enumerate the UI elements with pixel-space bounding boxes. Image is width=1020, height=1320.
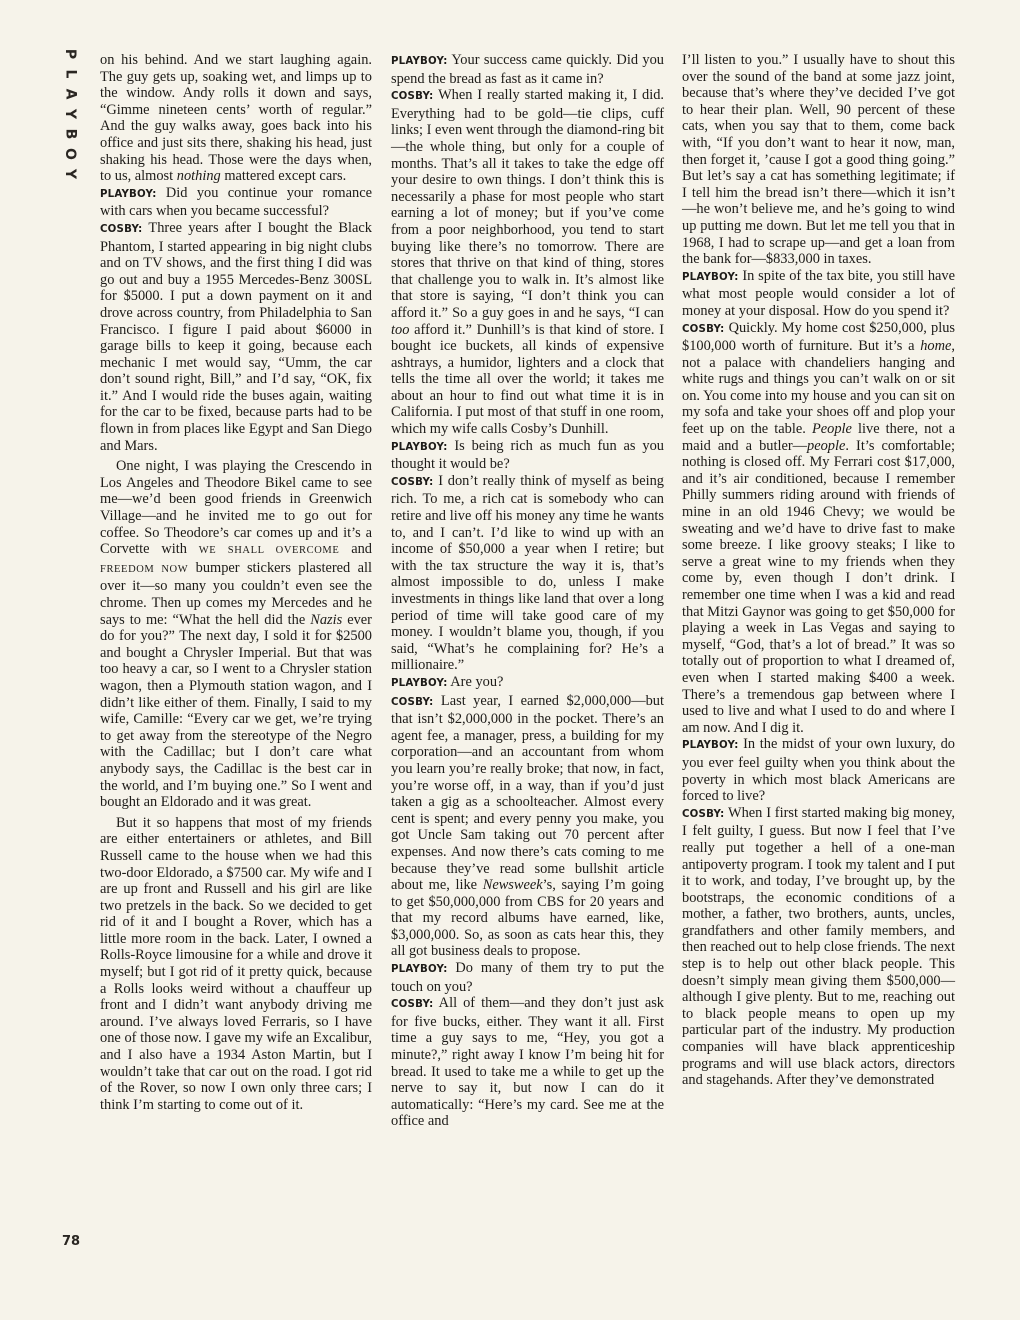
small-caps-text: FREEDOM NOW xyxy=(100,563,189,575)
text-run: In the midst of your own luxury, do you ever feel guilty when you think about the poverty in which most black Americans are forced to live? xyxy=(682,736,955,805)
article-column-2 xyxy=(391,52,664,1130)
article-column-3 xyxy=(682,52,955,1089)
text-run: afford it.” Dunhill’s is that kind of store. I bought ice buckets, all kinds of expensive ashtrays, a humidor, lighters and a clock that tells the time all over the world; it takes me about an hour to find out what time it is in California. I put most of that stuff in one room, which my wife calls Cosby’s Dunhill. xyxy=(391,321,664,438)
paragraph xyxy=(100,185,372,220)
italic-text: people xyxy=(807,437,846,454)
speaker-label: COSBY: xyxy=(682,808,725,820)
paragraph xyxy=(682,268,955,320)
text-run: But it so happens that most of my friends are either entertainers or athletes, and Bill Russell came to the house when we had this two-door Eldorado, a $7500 car. My wife and I are up front and Russell and his girl are like two pretzels in the back. So we decided to get rid of it and I bought a Rover, which has a little more room in the back. Later, I owned a Rolls-Royce limousine for a while and drove it myself; but I got rid of it pretty quick, because a Rolls looks weird without a chauffeur up front and I didn’t want anybody driving me around. I’ve always loved Ferraris, so I have one of those now. I gave my wife an Excalibur, and I also have a 1934 Aston Martin, but I wouldn’t take that car out on the road. I got rid of the Rover, so now I own only three cars; I think I’m starting to come out of it. xyxy=(100,814,372,1113)
text-run: bumper stickers plastered all over it—so many you couldn’t even see the chrome. Then up comes my Mercedes and he says to me: “What the hell did the xyxy=(100,559,372,628)
speaker-label: PLAYBOY: xyxy=(391,56,448,67)
italic-text: home xyxy=(920,338,952,355)
paragraph xyxy=(682,736,955,804)
paragraph xyxy=(100,815,372,1114)
text-run: ever do for you?” The next day, I sold it for $2500 and bought a Chrysler Imperial. But that was too heavy a car, so I went to a Chrysler station wagon, then a Plymouth station wagon, and I didn’t like either of them. Finally, I said to my wife, Camille: “Every car we get, we’re trying to get away from the stereotype of the Negro with the Cadillac; but I don’t care what anybody says, the Cadillac is the best car in the world, and I’m buying one.” So I went and bought an Eldorado and it was great. xyxy=(100,611,372,811)
small-caps-text: WE SHALL OVERCOME xyxy=(198,545,340,557)
text-run: Your success came quickly. Did you spend the bread as fast as it came in? xyxy=(391,52,664,87)
paragraph xyxy=(391,995,664,1130)
magazine-letter: A xyxy=(62,88,78,100)
paragraph xyxy=(391,438,664,473)
text-run: , not a palace with chandeliers hanging and white rugs and things you can’t walk on or sit on. You come into my house and you can sit on my sofa and take your shoes off and plop your feet up on the table. xyxy=(682,338,955,438)
text-run: When I first started making big money, I felt guilty, I guess. But now I feel that I’ve really put together a hell of a one-man antipoverty program. I took my talent and I put it to work, and today, I’ve brought up, by the bootstraps, the economic conditions of a mother, a father, two brothers, aunts, uncles, grandfathers and other family members, and then reached out to help close friends. The next step is to help out other black people. This doesn’t simply mean giving them $500,000—although I give plenty. But to me, reaching out to black people means to open up my particular part of the industry. My production companies will have black apprenticeship programs and will use black actors, directors and stagehands. After they’ve demonstrated xyxy=(682,804,955,1089)
speaker-label: PLAYBOY: xyxy=(682,271,739,283)
magazine-letter: L xyxy=(61,69,78,79)
italic-text: People xyxy=(811,421,852,438)
paragraph xyxy=(391,52,664,87)
text-run: Is being rich as much fun as you thought it would be? xyxy=(391,437,664,473)
paragraph xyxy=(682,320,955,737)
speaker-label: PLAYBOY: xyxy=(391,677,448,689)
magazine-letter: Y xyxy=(61,108,78,120)
text-run: In spite of the tax bite, you still have what most people would consider a lot of money at your disposal. How do you spend it? xyxy=(682,267,955,319)
text-run: One night, I was playing the Crescendo in Los Angeles and Theodore Bikel came to see me—we’d been good friends in Greenwich Village—and he invited me to go out for coffee. So Theodore’s car comes up and it’s a Corvette with xyxy=(100,458,372,558)
paragraph xyxy=(391,674,664,693)
magazine-letter: B xyxy=(61,128,78,140)
paragraph xyxy=(391,473,664,674)
italic-text: nothing xyxy=(176,168,221,185)
text-run: I’ll listen to you.” I usually have to shout this over the sound of the band at some jazz joint, because that’s where they’ve decided I’ve got to hear their plan. Well, 90 percent of these cats, when you say that to them, come back with, “If you don’t want to hear it now, man, then forget it, ’cause I got a good thing going.” But let’s say a cat has something legitimate; if I tell him the bread isn’t there—which it isn’t—he won’t believe me, and he’s going to wind up putting me down. But let me tell you that in 1968, I had to scrape up—and get a loan from the bank for—$833,000 in taxes. xyxy=(682,52,955,268)
speaker-label: PLAYBOY: xyxy=(391,964,448,976)
text-run: . It’s comfortable; nothing is closed off. My Ferrari cost $17,000, and it’s air conditioned, because I remember Philly summers riding around with friends of mine in an old 1946 Chevy; we would be sweating and we’d have to drive fast to make some breeze. I like groovy steaks; I like to serve a great wine to my friends when they come by, even though I don’t drink. I remember one time when I was a kid and read that Mitzi Gaynor was going to get $50,000 for playing a week in Las Vegas and saying to myself, “God, that’s a lot of bread.” It was so totally out of proportion to what I dreamed of, even when I started making $400 a week. There’s a tremendous gap between where I used to live and what I used to do and where I am now. And I dig it. xyxy=(682,437,955,736)
italic-text: too xyxy=(391,321,410,338)
paragraph xyxy=(100,458,372,810)
speaker-label: COSBY: xyxy=(391,91,434,103)
page-number: 78 xyxy=(62,1234,81,1249)
paragraph xyxy=(100,220,372,454)
text-run: Are you? xyxy=(447,673,504,690)
paragraph xyxy=(391,87,664,437)
paragraph xyxy=(100,52,372,185)
speaker-label: COSBY: xyxy=(682,323,725,335)
speaker-label: COSBY: xyxy=(391,476,434,488)
speaker-label: PLAYBOY: xyxy=(391,441,448,453)
text-run: and xyxy=(339,541,372,558)
text-run: on his behind. And we start laughing again. The guy gets up, soaking wet, and limps up to the window. Andy rolls it down and says, “Gimme nineteen cents’ worth of regular.” And the guy walks away, goes back into his office and just sits there, shaking his head, just shaking his head. Those were the days when, to us, almost xyxy=(100,52,372,185)
text-run: When I really started making it, I did. Everything had to be gold—tie clips, cuff links; I even went through the diamond-ring bit—the whole thing, but only for a couple of months. That’s all it takes to take the edge off your desire to own things. I don’t think this is necessarily a phase for most people who start earning a lot of money; but if you’ve come from a poor neighborhood, you tend to start buying like there’s no tomorrow. There are stores that thrive on that kind of thing, stores that challenge you to walk in. It’s almost like that store is saying, “I don’t think you can afford it.” So a guy goes in and he says, “I can xyxy=(391,87,664,321)
speaker-label: COSBY: xyxy=(100,223,143,235)
text-run: Did you continue your romance with cars when you became successful? xyxy=(100,184,372,220)
speaker-label: PLAYBOY: xyxy=(682,740,739,752)
speaker-label: PLAYBOY: xyxy=(100,188,157,200)
text-run: Three years after I bought the Black Phantom, I started appearing in big night clubs and on TV shows, and the first thing I did was go out and buy a 1955 Mercedes-Benz 300SL for $5000. I put a down payment on it and drove across country, from Philadelphia to San Francisco. I figure I paid about $6000 in garage bills to keep it going, because each mechanic I met would say, “Umm, the car don’t sound right, Bill,” and I’d say, “OK, fix it.” And I would ride the buses again, waiting for the car to be fixed, because parts had to be flown in from places like Egypt and San Diego and Mars. xyxy=(100,219,372,454)
text-run: Do many of them try to put the touch on you? xyxy=(391,960,664,995)
paragraph xyxy=(391,960,664,995)
article-column-1 xyxy=(100,52,372,1113)
magazine-letter: P xyxy=(61,48,78,60)
magazine-letter: Y xyxy=(61,168,78,180)
magazine-letter: O xyxy=(62,148,78,160)
italic-text: Newsweek xyxy=(482,877,543,894)
text-run: Last year, I earned $2,000,000—but that isn’t $2,000,000 in the pocket. There’s an agent fee, a manager, press, a building for my corporation—and an accountant from whom you learn you’re really broke; that now, in fact, you’re worse off, in a way, than if you’d just taken a gig as a schoolteacher. Almost every cent is spent; and every penny you make, you got Uncle Sam taking out 70 percent after expenses. And now there’s cats coming to me because they’ve read some bullshit article about me, like xyxy=(391,692,664,894)
paragraph xyxy=(682,805,955,1089)
text-run: live there, not a maid and a butler— xyxy=(682,421,955,454)
text-run: mattered except cars. xyxy=(220,168,347,185)
text-run: All of them—and they don’t just ask for five bucks, either. They want it all. First time a guy says to me, “Hey, you got a minute?,” right away I know I’m being hit for bread. It used to take me a while to get up the nerve to say it, but now I can do it automatically: “Here’s my card. See me at the office and xyxy=(391,995,664,1130)
italic-text: Nazis xyxy=(310,611,343,628)
text-run: ’s, saying I’m going to get $50,000,000 from CBS for 20 years and that my record albums have earned, like, $3,000,000. So, as soon as cats hear this, they all got business deals to propose. xyxy=(391,877,664,960)
magazine-name-vertical xyxy=(58,44,82,184)
paragraph xyxy=(391,693,664,961)
paragraph xyxy=(682,52,955,268)
text-run: Quickly. My home cost $250,000, plus $100,000 worth of furniture. But it’s a xyxy=(682,319,955,355)
speaker-label: COSBY: xyxy=(391,999,434,1011)
text-run: I don’t really think of myself as being rich. To me, a rich cat is somebody who can retire and live off his money any time he wants to, and I can’t. I’d like to wind up with an income of $50,000 a year when I retire; but with the tax structure the way it is, that’s almost impossible to do, unless I make investments in things like land that over a long period of time will take good care of my money. I wouldn’t blame you, though, if you said, “What’s he complaining for? He’s a millionaire.” xyxy=(391,472,664,674)
speaker-label: COSBY: xyxy=(391,696,434,708)
